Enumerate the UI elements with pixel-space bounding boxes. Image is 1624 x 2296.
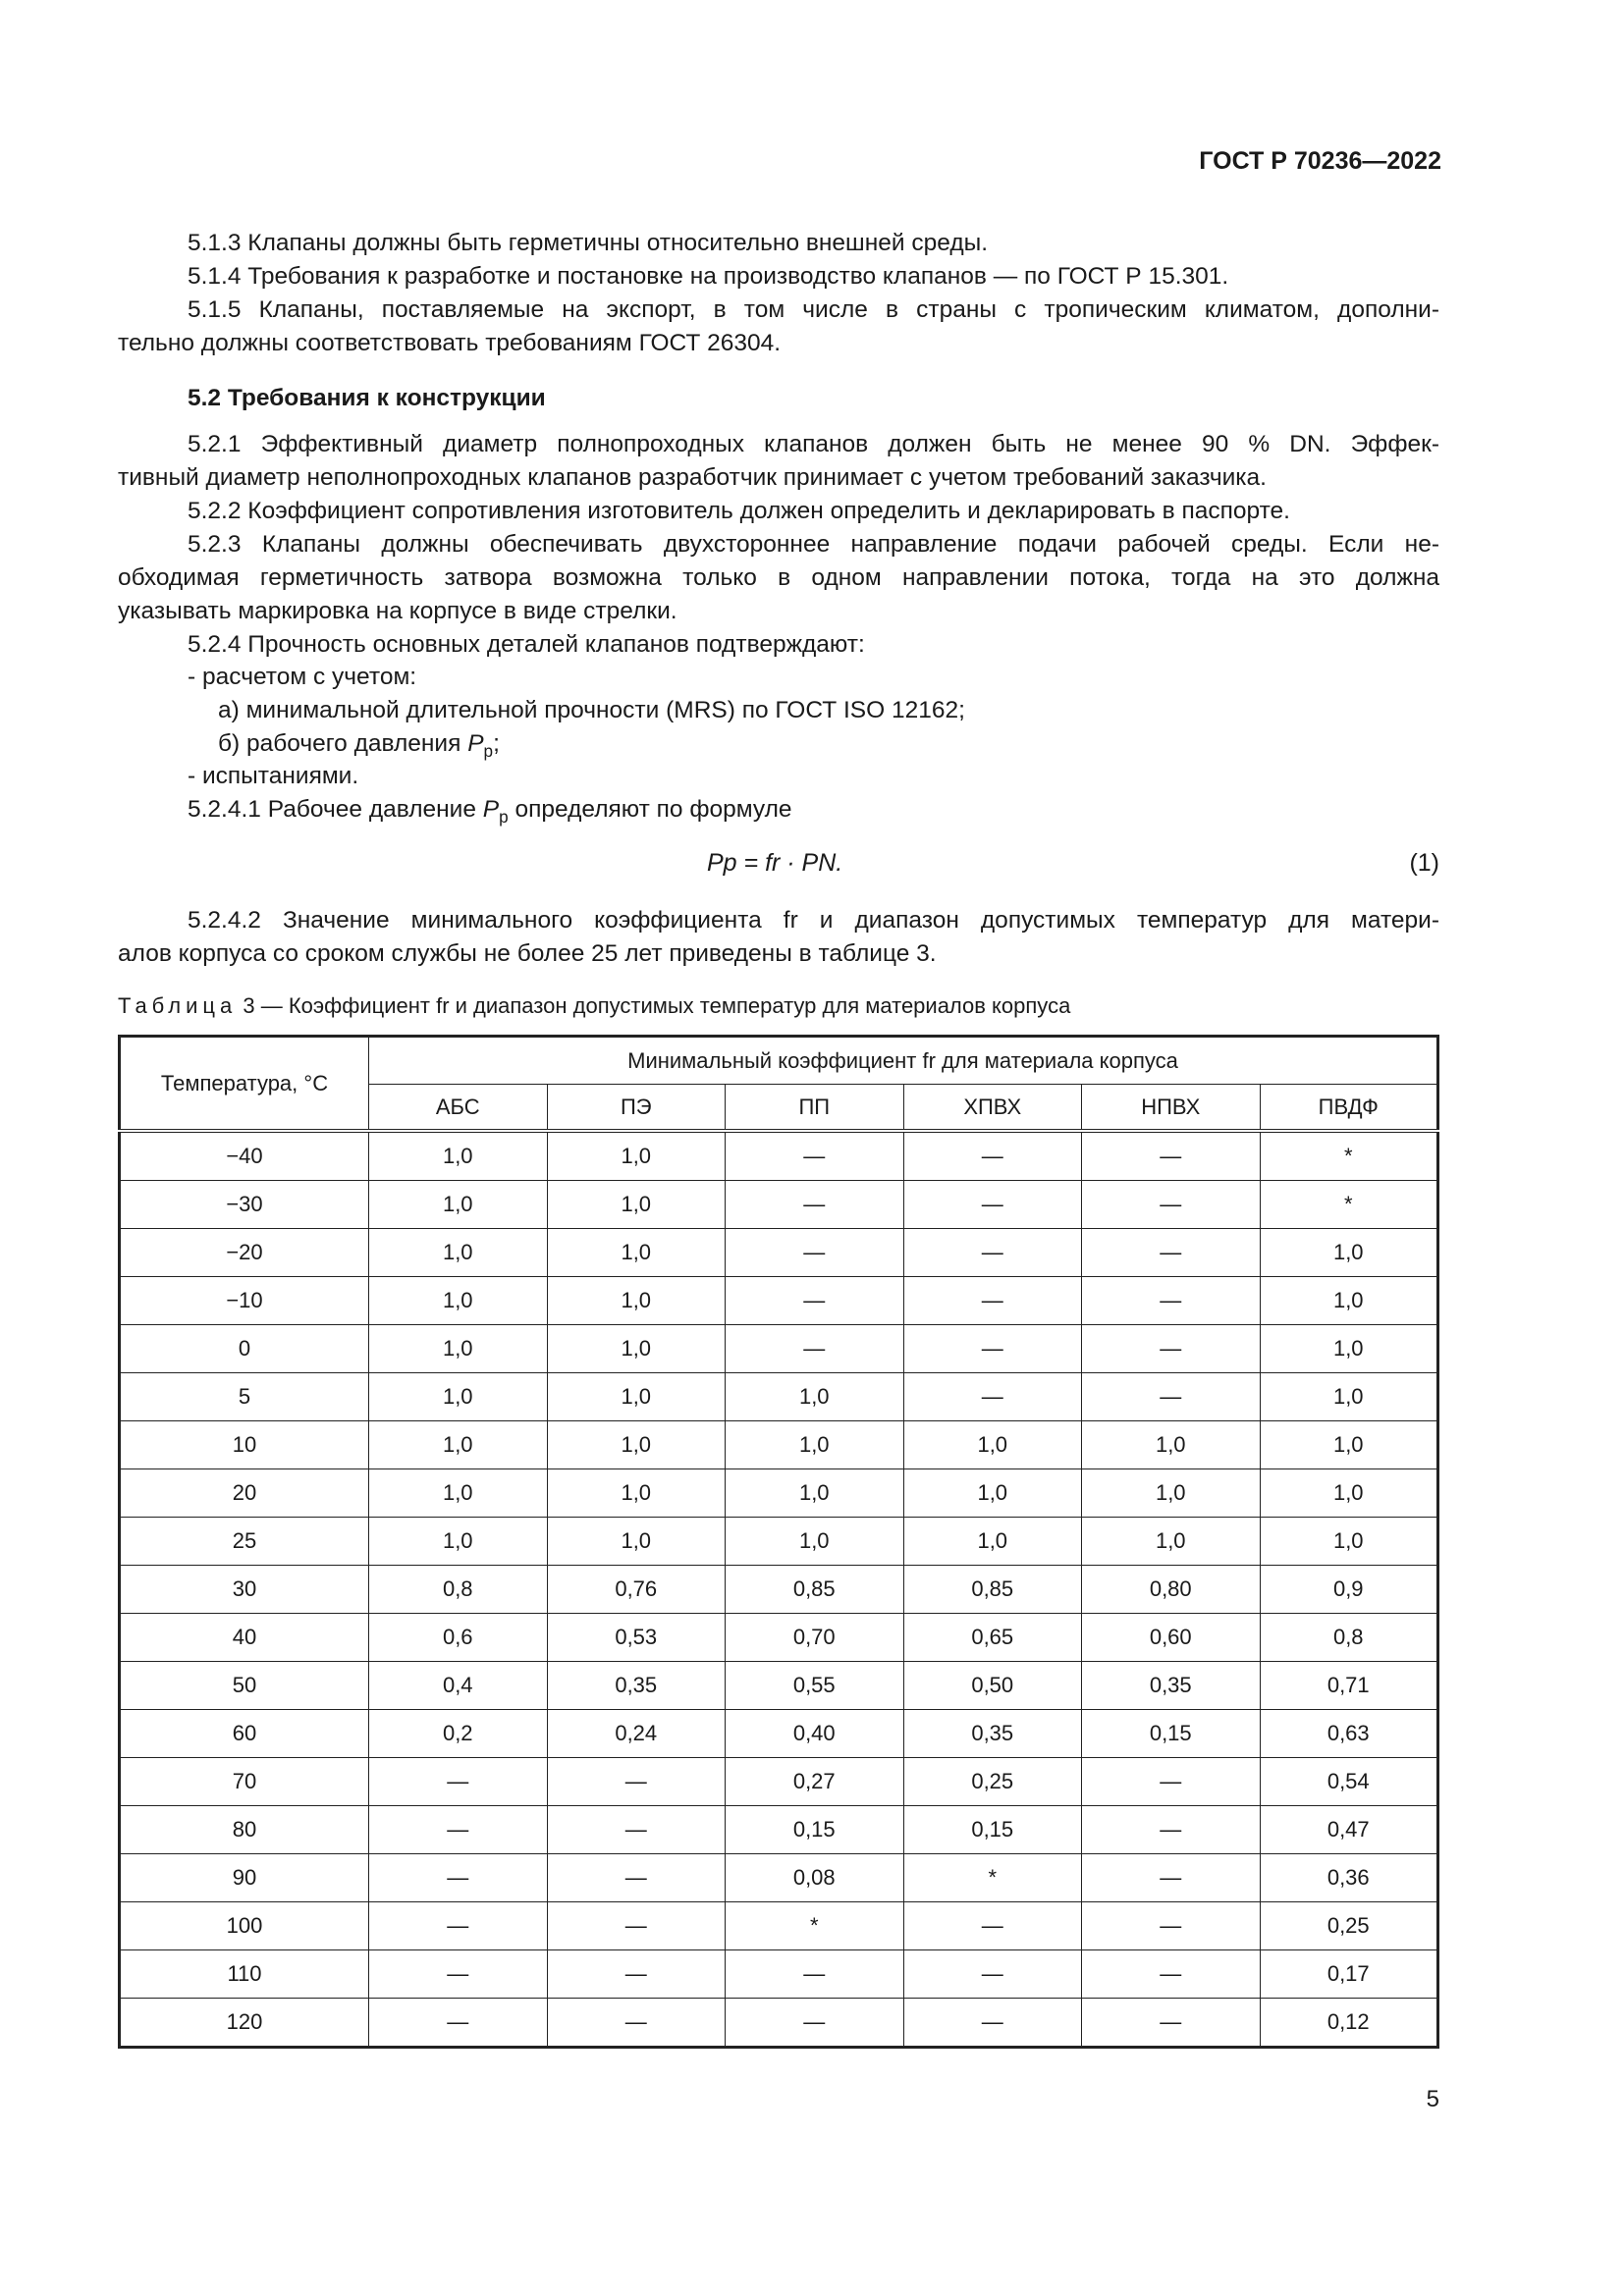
page-number: 5 bbox=[1426, 2086, 1439, 2112]
header-temperature: Температура, °С bbox=[120, 1037, 369, 1132]
table-row bbox=[120, 1854, 1438, 1902]
table-row bbox=[120, 1421, 1438, 1469]
document-id-header: ГОСТ Р 70236—2022 bbox=[1199, 147, 1441, 175]
coefficient-cell: 0,54 bbox=[1260, 1758, 1438, 1806]
coefficient-cell: 0,9 bbox=[1260, 1566, 1438, 1614]
coefficient-cell: 0,80 bbox=[1082, 1566, 1261, 1614]
coefficient-cell: 0,35 bbox=[547, 1662, 726, 1710]
coefficient-cell: 1,0 bbox=[369, 1131, 548, 1181]
coefficient-cell: — bbox=[1082, 1902, 1261, 1950]
coefficient-cell: 1,0 bbox=[903, 1469, 1082, 1518]
list-item-a: а) минимальной длительной прочности (MRS) по ГОСТ ISO 12162; bbox=[218, 697, 965, 723]
coefficient-cell: 0,85 bbox=[726, 1566, 904, 1614]
coefficient-cell: 1,0 bbox=[369, 1421, 548, 1469]
coefficient-cell: 1,0 bbox=[369, 1229, 548, 1277]
coefficient-cell: 0,70 bbox=[726, 1614, 904, 1662]
table-caption bbox=[118, 993, 1070, 1019]
coefficient-cell: — bbox=[1082, 1181, 1261, 1229]
temperature-cell: −30 bbox=[120, 1181, 369, 1229]
coefficient-cell: 0,36 bbox=[1260, 1854, 1438, 1902]
coefficient-cell: 1,0 bbox=[1260, 1325, 1438, 1373]
paragraph-5-2-1-line2: тивный диаметр неполнопроходных клапанов разработчик принимает с учетом требований заказчика. bbox=[118, 464, 1267, 491]
coefficient-cell: — bbox=[903, 1131, 1082, 1181]
coefficient-cell: 0,27 bbox=[726, 1758, 904, 1806]
formula-number: (1) bbox=[1409, 849, 1439, 877]
temperature-cell: −40 bbox=[120, 1131, 369, 1181]
coefficient-cell: 0,12 bbox=[1260, 1999, 1438, 2048]
coefficient-cell: 1,0 bbox=[1260, 1421, 1438, 1469]
coefficient-cell: 1,0 bbox=[726, 1373, 904, 1421]
coefficient-cell: 1,0 bbox=[1260, 1373, 1438, 1421]
temperature-cell: −20 bbox=[120, 1229, 369, 1277]
coefficient-cell: — bbox=[903, 1950, 1082, 1999]
coefficient-table bbox=[118, 1035, 1439, 2049]
coefficient-cell: 0,47 bbox=[1260, 1806, 1438, 1854]
temperature-cell: 100 bbox=[120, 1902, 369, 1950]
table-row bbox=[120, 1518, 1438, 1566]
coefficient-cell: — bbox=[903, 1229, 1082, 1277]
header-material: ХПВХ bbox=[903, 1085, 1082, 1132]
coefficient-cell: 0,15 bbox=[1082, 1710, 1261, 1758]
coefficient-cell: 1,0 bbox=[547, 1373, 726, 1421]
paragraph-5-2-3-line1: 5.2.3 Клапаны должны обеспечивать двухстороннее направление подачи рабочей среды. Если не- bbox=[188, 531, 1439, 558]
table-caption-word: Таблица bbox=[118, 993, 238, 1018]
coefficient-cell: 0,55 bbox=[726, 1662, 904, 1710]
coefficient-cell: 1,0 bbox=[547, 1325, 726, 1373]
temperature-cell: 60 bbox=[120, 1710, 369, 1758]
header-material: ПП bbox=[726, 1085, 904, 1132]
temperature-cell: 110 bbox=[120, 1950, 369, 1999]
table-row bbox=[120, 1614, 1438, 1662]
coefficient-cell: 1,0 bbox=[1260, 1518, 1438, 1566]
coefficient-cell: 0,50 bbox=[903, 1662, 1082, 1710]
coefficient-cell: 1,0 bbox=[903, 1518, 1082, 1566]
paragraph-5-1-3: 5.1.3 Клапаны должны быть герметичны относительно внешней среды. bbox=[188, 230, 989, 256]
coefficient-cell: 0,53 bbox=[547, 1614, 726, 1662]
coefficient-cell: 0,8 bbox=[369, 1566, 548, 1614]
coefficient-cell: 1,0 bbox=[1260, 1229, 1438, 1277]
coefficient-cell: 1,0 bbox=[547, 1131, 726, 1181]
coefficient-cell: 1,0 bbox=[547, 1518, 726, 1566]
coefficient-cell: 1,0 bbox=[547, 1469, 726, 1518]
coefficient-cell: 0,4 bbox=[369, 1662, 548, 1710]
coefficient-cell: 1,0 bbox=[369, 1518, 548, 1566]
paragraph-5-1-4: 5.1.4 Требования к разработке и постановке на производство клапанов — по ГОСТ Р 15.301. bbox=[188, 263, 1229, 290]
table-row bbox=[120, 1662, 1438, 1710]
coefficient-cell: 0,17 bbox=[1260, 1950, 1438, 1999]
paragraph-5-2-4-1-text: 5.2.4.1 Рабочее давление bbox=[188, 796, 476, 823]
paragraph-5-2-4: 5.2.4 Прочность основных деталей клапанов подтверждают: bbox=[188, 631, 865, 658]
table-row bbox=[120, 1181, 1438, 1229]
paragraph-5-2-4-1: 5.2.4.1 Рабочее давление $P_р$ определяют по формуле bbox=[188, 796, 792, 827]
coefficient-cell: — bbox=[726, 1950, 904, 1999]
paragraph-5-2-2: 5.2.2 Коэффициент сопротивления изготовитель должен определить и декларировать в паспорте. bbox=[188, 498, 1290, 524]
coefficient-cell: — bbox=[547, 1758, 726, 1806]
temperature-cell: 70 bbox=[120, 1758, 369, 1806]
coefficient-cell: 0,76 bbox=[547, 1566, 726, 1614]
temperature-cell: 50 bbox=[120, 1662, 369, 1710]
paragraph-5-2-3-line2: обходимая герметичность затвора возможна только в одном направлении потока, тогда на это должна bbox=[118, 564, 1439, 591]
coefficient-cell: 1,0 bbox=[1082, 1421, 1261, 1469]
coefficient-cell: — bbox=[903, 1902, 1082, 1950]
coefficient-cell: — bbox=[369, 1758, 548, 1806]
table-row bbox=[120, 1469, 1438, 1518]
coefficient-cell: 0,8 bbox=[1260, 1614, 1438, 1662]
temperature-cell: 90 bbox=[120, 1854, 369, 1902]
coefficient-cell: — bbox=[547, 1950, 726, 1999]
coefficient-cell: — bbox=[1082, 1806, 1261, 1854]
coefficient-cell: — bbox=[1082, 1999, 1261, 2048]
temperature-cell: 40 bbox=[120, 1614, 369, 1662]
paragraph-5-2-4-1-tail: определяют по формуле bbox=[514, 796, 792, 823]
table-row bbox=[120, 1229, 1438, 1277]
formula-working-pressure: Pp = fr · PN. bbox=[707, 849, 843, 877]
coefficient-cell: — bbox=[726, 1131, 904, 1181]
paragraph-5-2-1-line1: 5.2.1 Эффективный диаметр полнопроходных клапанов должен быть не менее 90 % DN. Эффек- bbox=[188, 431, 1439, 457]
coefficient-cell: 1,0 bbox=[369, 1181, 548, 1229]
paragraph-5-2-4-2-line2: алов корпуса со сроком службы не более 25 лет приведены в таблице 3. bbox=[118, 940, 937, 967]
coefficient-cell: 0,15 bbox=[903, 1806, 1082, 1854]
coefficient-cell: — bbox=[903, 1181, 1082, 1229]
coefficient-cell: — bbox=[547, 1902, 726, 1950]
list-item-calculation: - расчетом с учетом: bbox=[188, 664, 417, 690]
coefficient-cell: — bbox=[903, 1277, 1082, 1325]
table-row bbox=[120, 1277, 1438, 1325]
coefficient-cell: 1,0 bbox=[1082, 1518, 1261, 1566]
section-heading-5-2: 5.2 Требования к конструкции bbox=[188, 385, 546, 411]
table-caption-text: 3 — Коэффициент fr и диапазон допустимых температур для материалов корпуса bbox=[243, 993, 1071, 1018]
coefficient-cell: 1,0 bbox=[903, 1421, 1082, 1469]
table-row bbox=[120, 1950, 1438, 1999]
coefficient-cell: 0,25 bbox=[1260, 1902, 1438, 1950]
coefficient-cell: 0,71 bbox=[1260, 1662, 1438, 1710]
coefficient-cell: — bbox=[1082, 1950, 1261, 1999]
coefficient-cell: 1,0 bbox=[369, 1469, 548, 1518]
coefficient-cell: — bbox=[1082, 1277, 1261, 1325]
header-material: НПВХ bbox=[1082, 1085, 1261, 1132]
table-row bbox=[120, 1131, 1438, 1181]
coefficient-cell: 1,0 bbox=[547, 1181, 726, 1229]
coefficient-cell: 0,35 bbox=[1082, 1662, 1261, 1710]
coefficient-cell: — bbox=[1082, 1325, 1261, 1373]
coefficient-cell: * bbox=[903, 1854, 1082, 1902]
header-material: ПВДФ bbox=[1260, 1085, 1438, 1132]
temperature-cell: 25 bbox=[120, 1518, 369, 1566]
coefficient-cell: 1,0 bbox=[547, 1229, 726, 1277]
list-item-tests: - испытаниями. bbox=[188, 763, 359, 789]
coefficient-cell: — bbox=[369, 1902, 548, 1950]
table-row bbox=[120, 1710, 1438, 1758]
table-row bbox=[120, 1566, 1438, 1614]
coefficient-cell: 1,0 bbox=[369, 1277, 548, 1325]
coefficient-cell: — bbox=[369, 1950, 548, 1999]
coefficient-cell: 0,85 bbox=[903, 1566, 1082, 1614]
temperature-cell: 80 bbox=[120, 1806, 369, 1854]
coefficient-cell: — bbox=[369, 1854, 548, 1902]
coefficient-cell: — bbox=[369, 1999, 548, 2048]
coefficient-cell: 1,0 bbox=[726, 1469, 904, 1518]
paragraph-5-1-5-line2: тельно должны соответствовать требованиям ГОСТ 26304. bbox=[118, 330, 782, 356]
coefficient-cell: — bbox=[1082, 1854, 1261, 1902]
temperature-cell: 10 bbox=[120, 1421, 369, 1469]
coefficient-cell: 1,0 bbox=[369, 1373, 548, 1421]
coefficient-cell: * bbox=[1260, 1131, 1438, 1181]
coefficient-cell: — bbox=[903, 1373, 1082, 1421]
coefficient-cell: 0,6 bbox=[369, 1614, 548, 1662]
coefficient-cell: 0,40 bbox=[726, 1710, 904, 1758]
temperature-cell: −10 bbox=[120, 1277, 369, 1325]
coefficient-cell: — bbox=[1082, 1758, 1261, 1806]
temperature-cell: 20 bbox=[120, 1469, 369, 1518]
paragraph-5-2-4-2-line1: 5.2.4.2 Значение минимального коэффициента fr и диапазон допустимых температур для матери- bbox=[188, 907, 1439, 934]
coefficient-cell: — bbox=[547, 1999, 726, 2048]
coefficient-cell: * bbox=[1260, 1181, 1438, 1229]
list-item-b: б) рабочего давления $P_р$; bbox=[218, 730, 500, 761]
coefficient-cell: 1,0 bbox=[547, 1277, 726, 1325]
coefficient-cell: — bbox=[903, 1999, 1082, 2048]
temperature-cell: 0 bbox=[120, 1325, 369, 1373]
coefficient-cell: 0,15 bbox=[726, 1806, 904, 1854]
header-material: ПЭ bbox=[547, 1085, 726, 1132]
paragraph-5-1-5-line1: 5.1.5 Клапаны, поставляемые на экспорт, в том числе в страны с тропическим климатом, дополни- bbox=[188, 296, 1439, 323]
coefficient-cell: — bbox=[547, 1854, 726, 1902]
coefficient-cell: 0,35 bbox=[903, 1710, 1082, 1758]
coefficient-cell: 1,0 bbox=[547, 1421, 726, 1469]
coefficient-cell: — bbox=[1082, 1229, 1261, 1277]
coefficient-cell: 0,65 bbox=[903, 1614, 1082, 1662]
table-row bbox=[120, 1999, 1438, 2048]
coefficient-cell: 1,0 bbox=[726, 1518, 904, 1566]
coefficient-cell: — bbox=[1082, 1373, 1261, 1421]
coefficient-cell: 1,0 bbox=[1260, 1469, 1438, 1518]
coefficient-cell: — bbox=[726, 1181, 904, 1229]
table-row bbox=[120, 1806, 1438, 1854]
coefficient-cell: 0,25 bbox=[903, 1758, 1082, 1806]
table-row bbox=[120, 1902, 1438, 1950]
coefficient-cell: 1,0 bbox=[726, 1421, 904, 1469]
coefficient-cell: — bbox=[726, 1277, 904, 1325]
coefficient-cell: 1,0 bbox=[369, 1325, 548, 1373]
coefficient-cell: — bbox=[369, 1806, 548, 1854]
coefficient-cell: 0,08 bbox=[726, 1854, 904, 1902]
coefficient-cell: 1,0 bbox=[1082, 1469, 1261, 1518]
coefficient-cell: — bbox=[903, 1325, 1082, 1373]
list-item-b-text: б) рабочего давления bbox=[218, 730, 461, 757]
coefficient-cell: 0,24 bbox=[547, 1710, 726, 1758]
coefficient-cell: 0,2 bbox=[369, 1710, 548, 1758]
temperature-cell: 120 bbox=[120, 1999, 369, 2048]
coefficient-cell: 0,60 bbox=[1082, 1614, 1261, 1662]
coefficient-cell: * bbox=[726, 1902, 904, 1950]
header-min-coefficient: Минимальный коэффициент fr для материала корпуса bbox=[369, 1037, 1438, 1085]
coefficient-cell: — bbox=[726, 1229, 904, 1277]
temperature-cell: 30 bbox=[120, 1566, 369, 1614]
temperature-cell: 5 bbox=[120, 1373, 369, 1421]
table-row bbox=[120, 1373, 1438, 1421]
coefficient-cell: — bbox=[726, 1325, 904, 1373]
coefficient-cell: — bbox=[1082, 1131, 1261, 1181]
header-material: АБС bbox=[369, 1085, 548, 1132]
coefficient-cell: 1,0 bbox=[1260, 1277, 1438, 1325]
coefficient-cell: — bbox=[726, 1999, 904, 2048]
table-row bbox=[120, 1758, 1438, 1806]
table-row bbox=[120, 1325, 1438, 1373]
coefficient-cell: — bbox=[547, 1806, 726, 1854]
paragraph-5-2-3-line3: указывать маркировка на корпусе в виде стрелки. bbox=[118, 598, 677, 624]
coefficient-cell: 0,63 bbox=[1260, 1710, 1438, 1758]
